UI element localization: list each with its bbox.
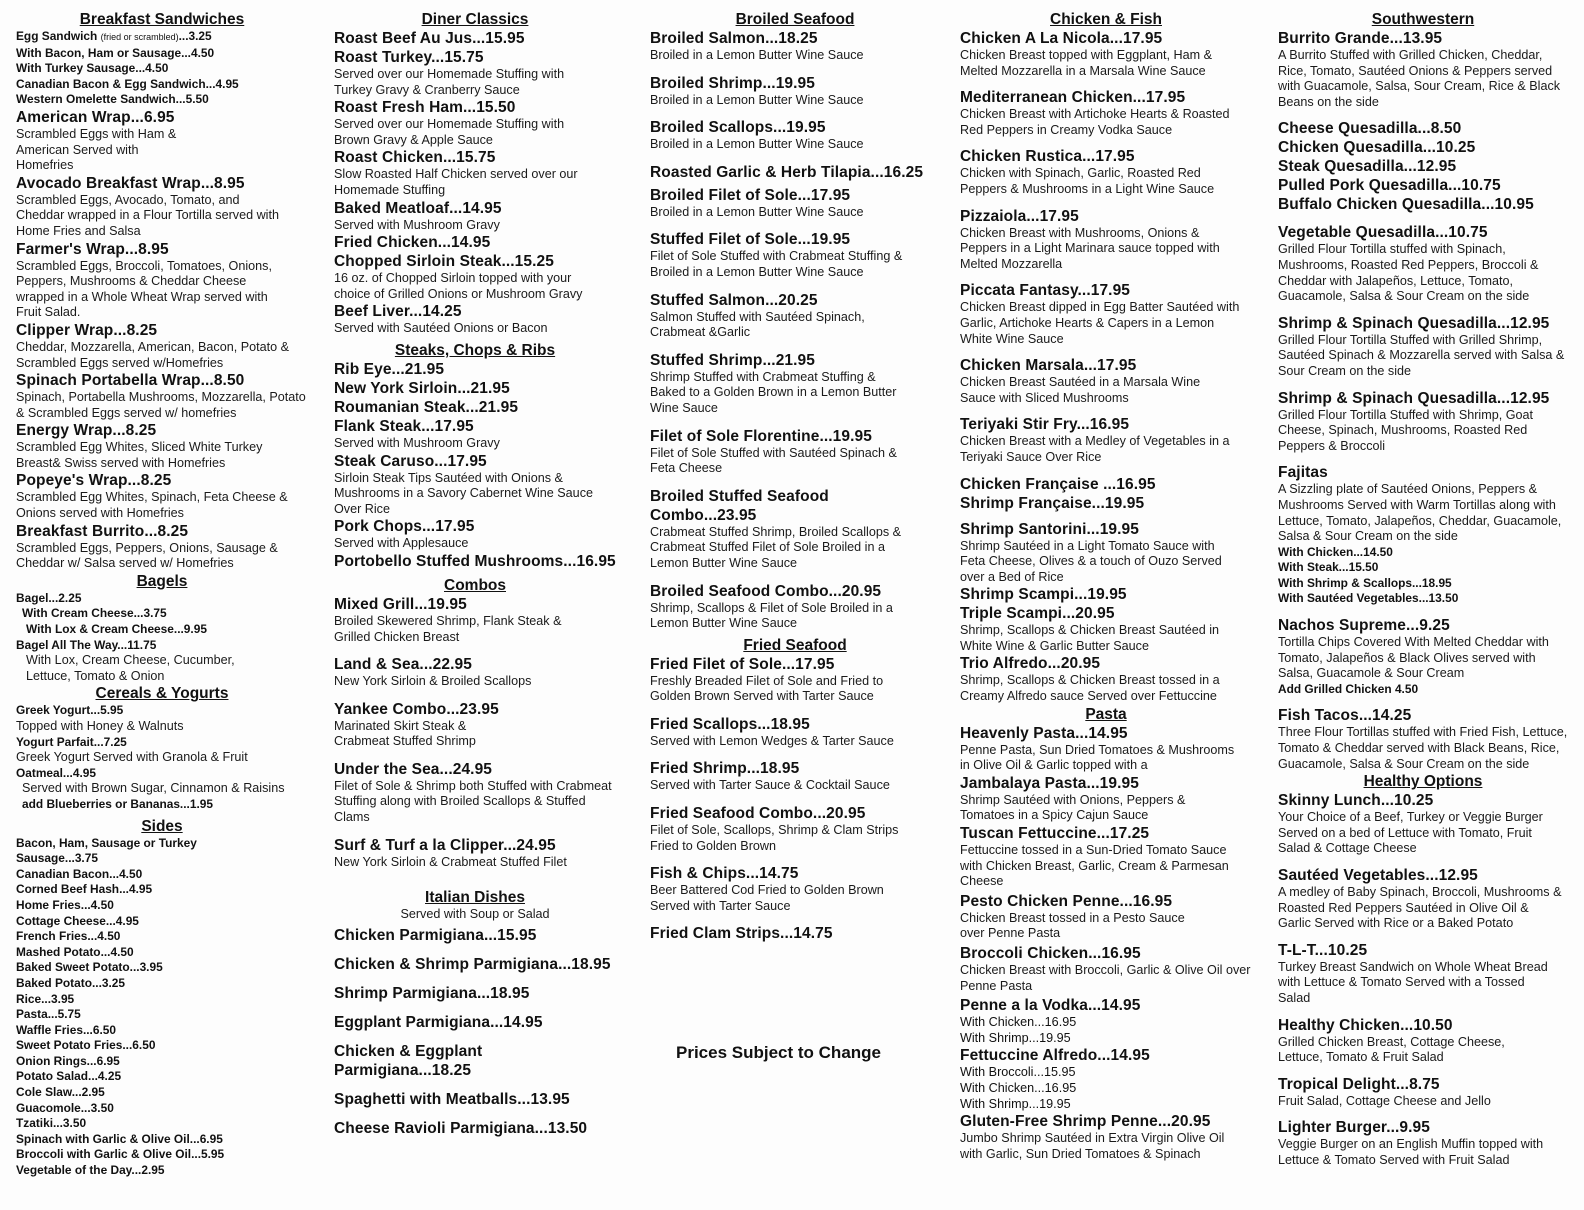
menu-item-cheese-quesadilla: Cheese Quesadilla...8.50 [1278,120,1462,138]
item-description: Scrambled Eggs, Peppers, Onions, Sausage & Cheddar w/ Salsa served w/ Homefries [16,540,278,571]
list-item: Vegetable of the Day...2.95 [16,1163,165,1178]
item-description: Served with Sautéed Onions or Bacon [334,321,548,336]
item-description: New York Sirloin & Broiled Scallops [334,674,532,689]
menu-item-broiled-stuffed-combo-price: Combo...23.95 [650,506,757,524]
menu-item-gluten-free-penne: Gluten-Free Shrimp Penne...20.95 [960,1113,1211,1131]
menu-item-roast-beef: Roast Beef Au Jus...15.95 [334,30,525,47]
menu-item-bacon-ham-sausage: With Bacon, Ham or Sausage...4.50 [16,45,215,60]
menu-item-egg-sandwich: Egg Sandwich (fried or scrambled)...3.25 [16,29,212,43]
item-description: Scrambled Eggs, Broccoli, Tomatoes, Onions, Peppers, Mushrooms & Cheddar Cheese wrapped in a Whole Wheat Wrap served with Fruit Salad. [16,258,272,320]
menu-item-greek-yogurt: Greek Yogurt...5.95 [16,703,124,718]
section-title-chicken-fish: Chicken & Fish [1050,11,1162,28]
menu-item-broiled-salmon: Broiled Salmon...18.25 [650,30,818,47]
item-description: Served with Brown Sugar, Cinnamon & Raisins [22,781,285,796]
menu-item-cream-cheese: With Cream Cheese...3.75 [22,606,167,621]
item-description: Served over our Homemade Stuffing with Turkey Gravy & Cranberry Sauce [334,67,565,97]
item-description: Freshly Breaded Filet of Sole and Fried to Golden Brown Served with Tarter Sauce [650,673,884,704]
column-seafood [650,10,940,943]
menu-item-avocado-wrap: Avocado Breakfast Wrap...8.95 [16,174,245,192]
sides-list [16,836,308,1179]
menu-item-western-omelette: Western Omelette Sandwich...5.50 [16,92,209,107]
menu-item-fajitas: Fajitas [1278,464,1328,482]
item-description: Shrimp, Scallops & Filet of Sole Broiled in a Lemon Butter Wine Sauce [650,600,893,631]
item-description: Broiled in a Lemon Butter Wine Sauce [650,92,864,107]
item-description: Greek Yogurt Served with Granola & Fruit [16,750,248,765]
item-description: Fruit Salad, Cottage Cheese and Jello [1278,1093,1491,1108]
menu-item-pork-chops: Pork Chops...17.95 [334,518,475,536]
section-title-pasta: Pasta [1085,705,1127,723]
item-description: With Lox, Cream Cheese, Cucumber, Lettuce, Tomato & Onion [26,653,235,683]
item-description: Chicken Breast topped with Eggplant, Ham & Melted Mozzarella in a Marsala Wine Sauce [960,48,1213,78]
menu-item-surf-turf: Surf & Turf a la Clipper...24.95 [334,836,556,854]
item-description: A Burrito Stuffed with Grilled Chicken, Cheddar, Rice, Tomato, Sautéed Onions & Peppers served with Guacamole, Salsa, Sour Cream, Rice & Black Beans on the side [1278,48,1561,109]
item-description: Chicken Breast with Broccoli, Garlic & Olive Oil over Penne Pasta [960,963,1251,993]
menu-item-chicken-rustica: Chicken Rustica...17.95 [960,148,1135,166]
section-title-cereals: Cereals & Yogurts [95,685,229,703]
list-item: Onion Rings...6.95 [16,1053,120,1068]
item-description: Jumbo Shrimp Sautéed in Extra Virgin Olive Oil with Garlic, Sun Dried Tomatoes & Spinach [960,1131,1225,1161]
list-item: Cole Slaw...2.95 [16,1085,105,1100]
menu-item-trio-alfredo: Trio Alfredo...20.95 [960,655,1101,673]
item-description: Chicken Breast dipped in Egg Batter Sautéed with Garlic, Artichoke Hearts & Capers in a Lemon White Wine Sauce [960,300,1240,346]
item-description: Shrimp, Scallops & Chicken Breast Sautéed in White Wine & Garlic Butter Sauce [960,623,1220,653]
menu-item-tropical-delight: Tropical Delight...8.75 [1278,1075,1440,1093]
list-item: Mashed Potato...4.50 [16,944,134,959]
menu-item-oatmeal: Oatmeal...4.95 [16,765,96,780]
item-description: Spinach, Portabella Mushrooms, Mozzarella, Potato & Scrambled Eggs served w/ homefries [16,390,306,420]
item-description: A Sizzling plate of Sautéed Onions, Peppers & Mushrooms Served with Warm Tortillas along with Lettuce, Tomato, Jalapeños, Cheddar, Guacamole, Salsa & Sour Cream on the side [1278,482,1562,544]
item-description: Penne Pasta, Sun Dried Tomatoes & Mushrooms in Olive Oil & Garlic topped with a [960,742,1235,773]
list-item: Canadian Bacon...4.50 [16,866,143,881]
item-description: Served with Mushroom Gravy [334,435,500,450]
menu-item-meatloaf: Baked Meatloaf...14.95 [334,199,502,217]
item-description: New York Sirloin & Crabmeat Stuffed Filet [334,854,567,869]
menu-item-broiled-shrimp: Broiled Shrimp...19.95 [650,74,816,92]
menu-item-steak-caruso: Steak Caruso...17.95 [334,452,487,470]
menu-item-ravioli: Cheese Ravioli Parmigiana...13.50 [334,1119,588,1137]
menu-item-chicken-quesadilla: Chicken Quesadilla...10.25 [1278,139,1476,157]
menu-item-shrimp-scampi: Shrimp Scampi...19.95 [960,586,1127,604]
menu-option: With Shrimp & Scallops...18.95 [1278,575,1452,590]
item-description: Scrambled Eggs with Ham & American Served with Homefries [16,126,177,173]
column-southwestern [1278,10,1568,1169]
item-description: Topped with Honey & Walnuts [16,719,184,733]
list-item: Potato Salad...4.25 [16,1069,122,1084]
section-title-combos: Combos [444,576,506,594]
menu-item-chicken-nicola: Chicken A La Nicola...17.95 [960,30,1163,47]
menu-item-healthy-chicken: Healthy Chicken...10.50 [1278,1016,1453,1034]
item-description: Shrimp Sautéed in a Light Tomato Sauce with Feta Cheese, Olives & a touch of Ouzo Served over a Bed of Rice [960,538,1222,584]
column-diner [334,10,616,1138]
section-title-steaks: Steaks, Chops & Ribs [394,341,556,359]
section-title-sides: Sides [141,817,183,835]
menu-item-fried-seafood-combo: Fried Seafood Combo...20.95 [650,805,866,823]
menu-item-roast-ham: Roast Fresh Ham...15.50 [334,99,516,117]
menu-item-canadian-bacon: Canadian Bacon & Egg Sandwich...4.95 [16,76,239,91]
menu-item-fried-shrimp: Fried Shrimp...18.95 [650,760,800,778]
item-description: A medley of Baby Spinach, Broccoli, Mushrooms & Roasted Red Peppers Sautéed in Olive Oil & Garlic Served with Rice or a Baked Potato [1278,885,1562,931]
item-description: Chicken Breast tossed in a Pesto Sauce over Penne Pasta [960,910,1185,941]
list-item: Guacomole...3.50 [16,1100,114,1115]
item-description: Served with Lemon Wedges & Tarter Sauce [650,733,894,748]
item-description: Served with Mushroom Gravy [334,217,500,232]
menu-item-piccata: Piccata Fantasy...17.95 [960,282,1131,300]
menu-item-beef-liver: Beef Liver...14.25 [334,303,462,321]
item-description: Filet of Sole Stuffed with Crabmeat Stuffing & Broiled in a Lemon Butter Wine Sauce [650,249,903,279]
item-description: 16 oz. of Chopped Sirloin topped with your choice of Grilled Onions or Mushroom Gravy [334,271,583,301]
menu-item-skinny-lunch: Skinny Lunch...10.25 [1278,792,1434,810]
menu-item-under-the-sea: Under the Sea...24.95 [334,760,493,778]
menu-item-fried-sole: Fried Filet of Sole...17.95 [650,655,835,673]
item-description: Served with Tarter Sauce & Cocktail Sauce [650,778,890,793]
menu-item-tilapia: Roasted Garlic & Herb Tilapia...16.25 [650,163,924,181]
item-description: Veggie Burger on an English Muffin topped with Lettuce & Tomato Served with Fruit Salad [1278,1137,1544,1167]
menu-item-mediterranean-chicken: Mediterranean Chicken...17.95 [960,89,1186,107]
menu-item-american-wrap: American Wrap...6.95 [16,108,175,126]
item-description: Tortilla Chips Covered With Melted Cheddar with Tomato, Jalapeños & Black Olives served with Salsa, Guacamole & Sour Cream [1278,635,1549,681]
menu-item-nachos-supreme: Nachos Supreme...9.25 [1278,617,1450,635]
menu-item-flank-steak: Flank Steak...17.95 [334,417,474,435]
item-description: Shrimp Sautéed with Onions, Peppers & Tomatoes in a Spicy Cajun Sauce [960,792,1186,823]
menu-item-fish-chips: Fish & Chips...14.75 [650,865,799,883]
menu-item-lox: With Lox & Cream Cheese...9.95 [26,622,207,637]
menu-item-fettuccine-alfredo: Fettuccine Alfredo...14.95 [960,1047,1150,1065]
menu-item-steak-quesadilla: Steak Quesadilla...12.95 [1278,158,1457,176]
menu-option: With Shrimp...19.95 [960,1096,1071,1111]
menu-option: With Sautéed Vegetables...13.50 [1278,591,1459,606]
menu-item-heavenly-pasta: Heavenly Pasta...14.95 [960,724,1128,742]
item-description: Crabmeat Stuffed Shrimp, Broiled Scallops & Crabmeat Stuffed Filet of Sole Broiled in a Lemon Butter Wine Sauce [650,524,902,570]
menu-item-penne-vodka: Penne a la Vodka...14.95 [960,997,1141,1015]
menu-item-land-sea: Land & Sea...22.95 [334,656,472,674]
list-item: Sausage...3.75 [16,851,98,866]
menu-item-shrimp-santorini: Shrimp Santorini...19.95 [960,520,1139,538]
menu-item-tlt: T-L-T...10.25 [1278,941,1368,959]
item-description: Chicken Breast Sautéed in a Marsala Wine Sauce with Sliced Mushrooms [960,375,1201,405]
menu-item-shrimp-francaise: Shrimp Française...19.95 [960,494,1145,512]
menu-item-farmers-wrap: Farmer's Wrap...8.95 [16,240,169,258]
item-description: Chicken Breast with Mushrooms, Onions & Peppers in a Light Marinara sauce topped with Melted Mozzarella [960,225,1220,271]
menu-item-pizzaiola: Pizzaiola...17.95 [960,207,1079,225]
item-description: Salmon Stuffed with Sautéed Spinach, Crabmeat &Garlic [650,309,865,340]
section-title-fried-seafood: Fried Seafood [743,636,847,654]
section-title-diner-classics: Diner Classics [421,11,529,28]
menu-item-chicken-francaise: Chicken Française ...16.95 [960,475,1156,493]
menu-item-tuscan-fettuccine: Tuscan Fettuccine...17.25 [960,825,1150,843]
menu-item-mixed-grill: Mixed Grill...19.95 [334,595,467,613]
menu-item-portobello: Portobello Stuffed Mushrooms...16.95 [334,552,616,570]
menu-item-roast-chicken: Roast Chicken...15.75 [334,149,496,167]
list-item: Sweet Potato Fries...6.50 [16,1038,156,1053]
item-description: Grilled Flour Tortilla Stuffed with Grilled Shrimp, Sautéed Spinach & Mozzarella served with Salsa & Sour Cream on the side [1278,332,1565,378]
menu-item-fish-tacos: Fish Tacos...14.25 [1278,707,1412,725]
menu-item-chicken-eggplant-parm: Chicken & Eggplant [334,1042,483,1060]
menu-item-buffalo-quesadilla: Buffalo Chicken Quesadilla...10.95 [1278,196,1534,214]
menu-item-rib-eye: Rib Eye...21.95 [334,360,445,378]
item-description: Served with Applesauce [334,536,469,551]
menu-item-bagel-all-the-way: Bagel All The Way...11.75 [16,637,157,652]
menu-item-fried-chicken: Fried Chicken...14.95 [334,234,491,252]
section-title-broiled-seafood: Broiled Seafood [735,11,855,28]
menu-item-chicken-parm: Chicken Parmigiana...15.95 [334,926,537,944]
item-description: Chicken with Spinach, Garlic, Roasted Red Peppers & Mushrooms in a Light Wine Sauce [960,166,1215,196]
menu-item-popeye-wrap: Popeye's Wrap...8.25 [16,472,172,490]
item-description: Filet of Sole, Scallops, Shrimp & Clam Strips Fried to Golden Brown [650,823,899,853]
menu-item-broiled-stuffed-combo: Broiled Stuffed Seafood [650,487,829,505]
menu-item-broccoli-chicken: Broccoli Chicken...16.95 [960,945,1141,962]
menu-item-spinach-wrap: Spinach Portabella Wrap...8.50 [16,372,245,390]
column-breakfast [16,10,308,1179]
menu-item-burrito-grande: Burrito Grande...13.95 [1278,30,1443,47]
item-description: Your Choice of a Beef, Turkey or Veggie Burger Served on a bed of Lettuce with Tomato, Fruit Salad & Cottage Cheese [1278,810,1543,856]
menu-item-vegetable-quesadilla: Vegetable Quesadilla...10.75 [1278,224,1488,242]
menu-option: With Chicken...16.95 [960,1080,1077,1095]
item-description: Served over our Homemade Stuffing with Brown Gravy & Apple Sauce [334,117,565,147]
menu-item-teriyaki: Teriyaki Stir Fry...16.95 [960,416,1130,434]
menu-item-triple-scampi: Triple Scampi...20.95 [960,605,1115,623]
item-description: Shrimp Stuffed with Crabmeat Stuffing & Baked to a Golden Brown in a Lemon Butter Wine Sauce [650,369,897,415]
item-description: Grilled Flour Tortilla Stuffed with Shrimp, Goat Cheese, Spinach, Mushrooms, Roasted Red Peppers & Broccoli [1278,407,1534,453]
item-description: Scrambled Egg Whites, Spinach, Feta Cheese & Onions served with Homefries [16,490,288,521]
section-title-bagels: Bagels [136,572,188,590]
menu-item-pesto-penne: Pesto Chicken Penne...16.95 [960,892,1173,910]
list-item: Spinach with Garlic & Olive Oil...6.95 [16,1131,223,1146]
menu-item-chicken-marsala: Chicken Marsala...17.95 [960,357,1137,375]
menu-option: With Chicken...16.95 [960,1015,1077,1030]
item-description: Fettuccine tossed in a Sun-Dried Tomato Sauce with Chicken Breast, Garlic, Cream & Parmesan Cheese [960,843,1229,889]
menu-item-energy-wrap: Energy Wrap...8.25 [16,422,157,440]
menu-item-broiled-seafood-combo: Broiled Seafood Combo...20.95 [650,582,882,600]
menu-item-ny-sirloin: New York Sirloin...21.95 [334,379,510,397]
column-chicken-fish [960,10,1252,1162]
menu-item-yogurt-parfait: Yogurt Parfait...7.25 [16,734,127,749]
item-description: Sirloin Steak Tips Sautéed with Onions & Mushrooms in a Savory Cabernet Wine Sauce Over Rice [334,470,593,516]
menu-option: With Broccoli...15.95 [960,1065,1076,1080]
item-description: Grilled Chicken Breast, Cottage Cheese, Lettuce, Tomato & Fruit Salad [1278,1034,1505,1065]
menu-item-bagel: Bagel...2.25 [16,590,82,605]
list-item: Baked Potato...3.25 [16,975,126,990]
menu-item-lighter-burger: Lighter Burger...9.95 [1278,1119,1430,1137]
menu-item-clipper-wrap: Clipper Wrap...8.25 [16,321,158,339]
menu-item-pulled-pork-quesadilla: Pulled Pork Quesadilla...10.75 [1278,177,1501,195]
item-description: Chicken Breast with Artichoke Hearts & Roasted Red Peppers in Creamy Vodka Sauce [960,107,1230,137]
menu-item-fried-clam-strips: Fried Clam Strips...14.75 [650,925,833,943]
list-item: French Fries...4.50 [16,929,121,944]
item-description: Broiled in a Lemon Butter Wine Sauce [650,204,864,219]
menu-option: With Chicken...14.50 [1278,544,1393,559]
menu-option: With Shrimp...19.95 [960,1030,1071,1045]
menu-item-roumanian-steak: Roumanian Steak...21.95 [334,398,519,416]
menu-item-stuffed-salmon: Stuffed Salmon...20.25 [650,291,818,309]
item-description: Broiled in a Lemon Butter Wine Sauce [650,48,864,62]
menu-item-chicken-shrimp-parm: Chicken & Shrimp Parmigiana...18.95 [334,955,611,973]
item-description: Cheddar, Mozzarella, American, Bacon, Potato & Scrambled Eggs served w/Homefries [16,339,290,370]
item-description: Scrambled Eggs, Avocado, Tomato, and Cheddar wrapped in a Flour Tortilla served with Home Fries and Salsa [16,192,279,238]
menu-item-jambalaya: Jambalaya Pasta...19.95 [960,774,1139,792]
menu-item-sauteed-vegetables: Sautéed Vegetables...12.95 [1278,867,1478,884]
menu-item-shrimp-spinach-quesadilla: Shrimp & Spinach Quesadilla...12.95 [1278,314,1550,332]
menu-item-shrimp-parm: Shrimp Parmigiana...18.95 [334,984,530,1002]
menu-item-roast-turkey: Roast Turkey...15.75 [334,49,484,66]
menu-item-chopped-sirloin: Chopped Sirloin Steak...15.25 [334,253,554,271]
menu-item-broiled-sole: Broiled Filet of Sole...17.95 [650,186,851,204]
section-title-italian: Italian Dishes [425,889,525,907]
list-item: Bacon, Ham, Sausage or Turkey [16,835,197,850]
menu-option: With Steak...15.50 [1278,560,1379,575]
item-description: Slow Roasted Half Chicken served over our Homemade Stuffing [334,167,578,197]
item-description: Scrambled Egg Whites, Sliced White Turkey Breast& Swiss served with Homefries [16,440,263,470]
list-item: Pasta...5.75 [16,1007,81,1022]
item-description: Broiled in a Lemon Butter Wine Sauce [650,137,864,152]
item-description: Broiled Skewered Shrimp, Flank Steak & Grilled Chicken Breast [334,613,562,644]
menu-item-turkey-sausage: With Turkey Sausage...4.50 [16,61,169,76]
item-description: Filet of Sole Stuffed with Sautéed Spinach & Feta Cheese [650,445,897,476]
menu-item-shrimp-goat-quesadilla: Shrimp & Spinach Quesadilla...12.95 [1278,389,1550,407]
list-item: Baked Sweet Potato...3.95 [16,960,163,975]
menu-item-breakfast-burrito: Breakfast Burrito...8.25 [16,522,189,540]
prices-notice: Prices Subject to Change [676,1043,881,1062]
section-subtitle-italian: Served with Soup or Salad [400,907,550,922]
menu-item-broiled-scallops: Broiled Scallops...19.95 [650,119,826,137]
item-description: Filet of Sole & Shrimp both Stuffed with Crabmeat Stuffing along with Broiled Scallops & Stuffed Clams [334,778,612,825]
item-description: Three Flour Tortillas stuffed with Fried Fish, Lettuce, Tomato & Cheddar served with Black Beans, Rice, Guacamole, Salsa & Sour Cream on the side [1278,725,1568,771]
item-description: Turkey Breast Sandwich on Whole Wheat Bread with Lettuce & Tomato Served with a Tossed Salad [1278,959,1548,1005]
section-title-breakfast: Breakfast Sandwiches [79,11,245,28]
list-item: Home Fries...4.50 [16,897,114,912]
menu-item-stuffed-shrimp: Stuffed Shrimp...21.95 [650,351,815,369]
menu-item-yankee-combo: Yankee Combo...23.95 [334,700,499,718]
menu-item-chicken-eggplant-parm-price: Parmigiana...18.25 [334,1061,472,1079]
list-item: Tzatiki...3.50 [16,1116,87,1131]
list-item: Broccoli with Garlic & Olive Oil...5.95 [16,1147,225,1162]
item-description: Shrimp, Scallops & Chicken Breast tossed in a Creamy Alfredo sauce Served over Fettuccine [960,673,1220,704]
item-description: Chicken Breast with a Medley of Vegetables in a Teriyaki Sauce Over Rice [960,434,1230,464]
menu-item-spaghetti: Spaghetti with Meatballs...13.95 [334,1090,570,1108]
menu-item-eggplant-parm: Eggplant Parmigiana...14.95 [334,1013,543,1031]
item-description: Beer Battered Cod Fried to Golden Brown Served with Tarter Sauce [650,883,884,913]
item-description: Marinated Skirt Steak & Crabmeat Stuffed Shrimp [334,718,476,749]
section-title-southwestern: Southwestern [1371,11,1475,28]
menu-item-stuffed-sole: Stuffed Filet of Sole...19.95 [650,231,851,249]
list-item: Corned Beef Hash...4.95 [16,882,153,897]
list-item: Cottage Cheese...4.95 [16,913,139,928]
section-title-healthy-options: Healthy Options [1363,773,1483,791]
menu-item-oatmeal-add: add Blueberries or Bananas...1.95 [22,796,213,811]
menu-item-fried-scallops: Fried Scallops...18.95 [650,715,810,733]
item-description: Grilled Flour Tortilla stuffed with Spinach, Mushrooms, Roasted Red Peppers, Broccoli & Cheddar with Jalapeños, Lettuce, Tomato, Guacamole, Salsa & Sour Cream on the side [1278,242,1539,304]
list-item: Rice...3.95 [16,991,75,1006]
list-item: Waffle Fries...6.50 [16,1022,117,1037]
menu-option: Add Grilled Chicken 4.50 [1278,681,1419,696]
menu-item-sole-florentine: Filet of Sole Florentine...19.95 [650,427,872,445]
